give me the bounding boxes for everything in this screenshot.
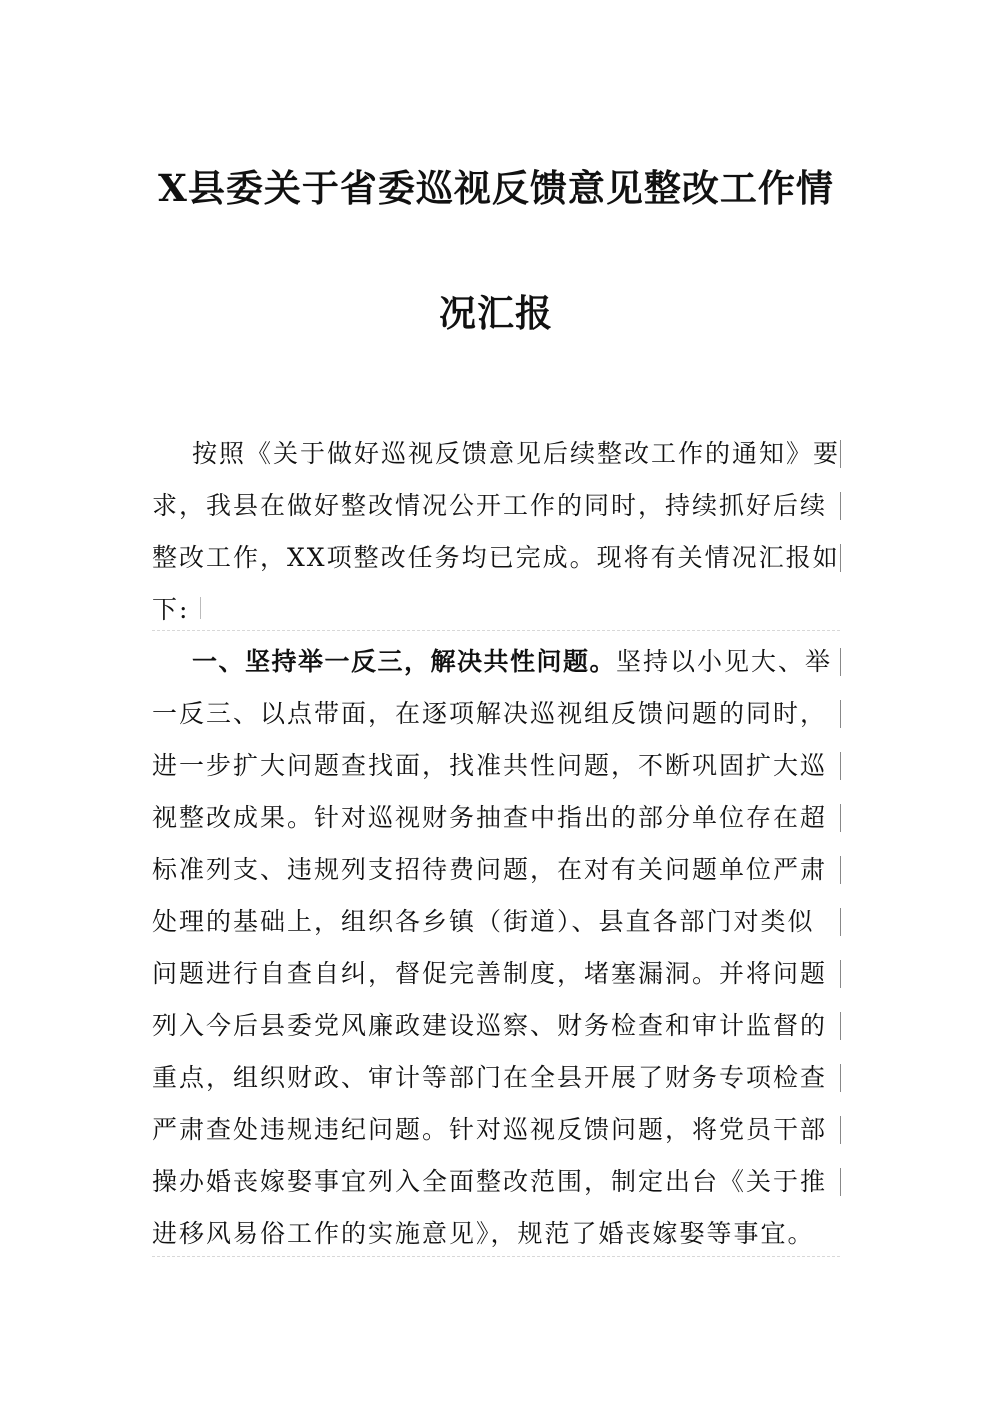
section-1-line: 一反三、以点带面，在逐项解决巡视组反馈问题的同时， [152,699,828,728]
line-end-mark [840,1064,841,1092]
section-1-first-line [192,642,832,682]
section-1-line: 进移风易俗工作的实施意见》，规范了婚丧嫁娶等事宜。 [152,1219,815,1248]
section-1-line: 视整改成果。针对巡视财务抽查中指出的部分单位存在超 [152,803,828,832]
intro-line: 下: [152,595,190,624]
paragraph-divider [152,630,840,631]
line-end-mark [840,856,841,884]
intro-line: 求，我县在做好整改情况公开工作的同时，持续抓好后续 [152,491,828,520]
section-1-first-line-text: 坚持以小见大、举 [616,647,833,676]
line-end-mark [840,648,841,676]
section-1-line: 处理的基础上，组织各乡镇（街道）、县直各部门对类似 [152,907,815,936]
line-end-mark [840,1012,841,1040]
section-1-heading: 一、坚持举一反三，解决共性问题。 [192,647,617,676]
section-1-line: 进一步扩大问题查找面，找准共性问题，不断巩固扩大巡 [152,751,828,780]
line-end-mark [840,544,841,572]
line-end-mark [840,804,841,832]
document-title-line-2: 况汇报 [439,291,553,335]
section-1-line: 重点，组织财政、审计等部门在全县开展了财务专项检查 [152,1063,828,1092]
intro-line: 整改工作，XX项整改任务均已完成。现将有关情况汇报如 [152,543,840,572]
line-end-mark [840,1168,841,1196]
section-1-line: 问题进行自查自纠，督促完善制度，堵塞漏洞。并将问题 [152,959,828,988]
line-end-mark [840,908,841,936]
paragraph-divider [152,1256,840,1257]
line-end-mark [840,960,841,988]
section-1-line: 操办婚丧嫁娶事宜列入全面整改范围，制定出台《关于推 [152,1167,828,1196]
section-1-line: 列入今后县委党风廉政建设巡察、财务检查和审计监督的 [152,1011,828,1040]
line-end-mark [840,700,841,728]
line-end-mark [840,440,841,468]
intro-line: 按照《关于做好巡视反馈意见后续整改工作的通知》要 [192,439,841,468]
line-end-mark [840,492,841,520]
line-end-mark [840,1116,841,1144]
section-1-line: 严肃查处违规违纪问题。针对巡视反馈问题，将党员干部 [152,1115,828,1144]
paragraph-mark [200,597,201,619]
section-1-line: 标准列支、违规列支招待费问题，在对有关问题单位严肃 [152,855,828,884]
document-title-line-1: X县委关于省委巡视反馈意见整改工作情 [158,166,834,210]
line-end-mark [840,752,841,780]
